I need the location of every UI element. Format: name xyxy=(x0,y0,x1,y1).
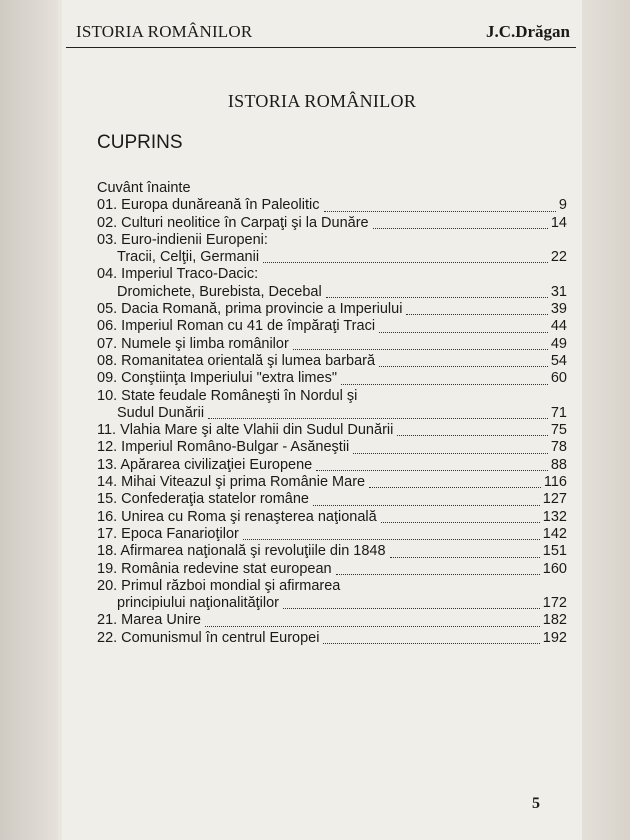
toc-entry xyxy=(97,266,567,301)
toc-entry-title: 03. Euro-indienii Europeni: xyxy=(97,232,271,248)
toc-leader-dots xyxy=(336,574,540,575)
toc-leader-dots xyxy=(323,643,539,644)
toc-page-number: 151 xyxy=(542,543,567,560)
toc-page-number: 88 xyxy=(550,456,567,473)
toc-entry xyxy=(97,439,567,456)
toc-entry-title: 01. Europa dunăreană în Paleolitic xyxy=(97,197,323,213)
toc-entry-line xyxy=(97,543,567,560)
toc-entry xyxy=(97,509,567,526)
toc-leader-dots xyxy=(341,384,548,385)
toc-entry-title: principiului naţionalităţilor xyxy=(117,595,282,611)
toc-entry-title: Tracii, Celţii, Germanii xyxy=(117,249,262,265)
toc-leader-dots xyxy=(373,228,548,229)
toc-page-number: 116 xyxy=(543,474,567,491)
toc-entry xyxy=(97,422,567,439)
toc-entry xyxy=(97,388,567,423)
toc-page-number: 127 xyxy=(542,491,567,508)
toc-entry-title: 16. Unirea cu Roma şi renaşterea naţională xyxy=(97,509,380,525)
toc-page-number: 75 xyxy=(550,422,567,439)
toc-entry-line xyxy=(97,439,567,456)
toc-entry-title: 15. Confederaţia statelor române xyxy=(97,491,312,507)
toc-leader-dots xyxy=(369,487,541,488)
toc-entry-title: 21. Marea Unire xyxy=(97,612,204,628)
toc-entry-title: 05. Dacia Romană, prima provincie a Imperiului xyxy=(97,301,405,317)
toc-entry xyxy=(97,197,567,214)
toc-entry xyxy=(97,370,567,387)
toc-leader-dots xyxy=(208,418,548,419)
toc-entry-title: 08. Romanitatea orientală şi lumea barbară xyxy=(97,353,378,369)
toc-leader-dots xyxy=(205,626,540,627)
toc-leader-dots xyxy=(390,557,540,558)
toc-entry-title: 11. Vlahia Mare şi alte Vlahii din Sudul Dunării xyxy=(97,422,396,438)
toc-page-number: 44 xyxy=(550,318,567,335)
toc-entry xyxy=(97,491,567,508)
toc-leader-dots xyxy=(313,505,540,506)
toc-entry-line xyxy=(97,388,567,405)
toc-page-number: 78 xyxy=(550,439,567,456)
toc-entry xyxy=(97,301,567,318)
toc-entry-title: 18. Afirmarea naţională şi revoluţiile din 1848 xyxy=(97,543,389,559)
running-title: ISTORIA ROMÂNILOR xyxy=(76,22,253,41)
page-number: 5 xyxy=(532,795,540,812)
toc-page-number: 160 xyxy=(542,560,567,577)
toc-entry xyxy=(97,457,567,474)
toc-entry-title: 17. Epoca Fanarioţilor xyxy=(97,526,242,542)
toc-entry xyxy=(97,336,567,353)
toc-leader-dots xyxy=(397,435,548,436)
toc-entry-line xyxy=(97,509,567,526)
toc-entry-line xyxy=(97,561,567,578)
toc-intro xyxy=(97,180,567,197)
toc-entry-title: Dromichete, Burebista, Decebal xyxy=(117,284,325,300)
toc-entry-title: 13. Apărarea civilizaţiei Europene xyxy=(97,457,315,473)
toc-page-number: 14 xyxy=(550,214,567,231)
toc-entry-line xyxy=(97,266,567,283)
toc-entry-title: 12. Imperiul Româno-Bulgar - Asăneştii xyxy=(97,439,352,455)
right-page-edge xyxy=(582,0,630,840)
toc-leader-dots xyxy=(283,608,540,609)
toc-entry-line xyxy=(97,474,567,491)
toc-leader-dots xyxy=(353,453,548,454)
toc-entry-continuation xyxy=(97,405,567,422)
running-head xyxy=(76,22,570,46)
toc-leader-dots xyxy=(293,349,548,350)
toc-entry xyxy=(97,630,567,647)
toc-page-number: 22 xyxy=(550,249,567,266)
toc-entry-line xyxy=(97,457,567,474)
toc-page-number: 39 xyxy=(550,301,567,318)
toc-entry-line xyxy=(97,612,567,629)
toc-leader-dots xyxy=(326,297,548,298)
toc-page-number: 54 xyxy=(550,352,567,369)
toc-entry-line xyxy=(97,336,567,353)
toc-entry xyxy=(97,474,567,491)
toc-leader-dots xyxy=(263,262,548,263)
toc-entry-title: Sudul Dunării xyxy=(117,405,207,421)
toc-entry-line xyxy=(97,232,567,249)
toc-leader-dots xyxy=(324,211,556,212)
toc-leader-dots xyxy=(379,366,548,367)
toc-entry-title: 14. Mihai Viteazul şi prima Românie Mare xyxy=(97,474,368,490)
toc-entry xyxy=(97,526,567,543)
table-of-contents xyxy=(97,180,567,647)
toc-entry-line xyxy=(97,526,567,543)
book-page xyxy=(62,0,582,840)
toc-intro-label: Cuvânt înainte xyxy=(97,180,194,196)
page-title: ISTORIA ROMÂNILOR xyxy=(227,91,417,111)
toc-leader-dots xyxy=(379,332,548,333)
toc-page-number: 60 xyxy=(550,370,567,387)
toc-entry-line xyxy=(97,630,567,647)
toc-leader-dots xyxy=(316,470,548,471)
toc-page-number: 31 xyxy=(550,283,567,300)
toc-entry-title: 09. Conştiinţa Imperiului "extra limes" xyxy=(97,370,340,386)
toc-page-number: 182 xyxy=(542,612,567,629)
toc-entry-title: 20. Primul război mondial şi afirmarea xyxy=(97,578,343,594)
toc-entry xyxy=(97,561,567,578)
toc-entry-line xyxy=(97,422,567,439)
toc-entry xyxy=(97,353,567,370)
toc-entry-continuation xyxy=(97,284,567,301)
toc-entry-line xyxy=(97,215,567,232)
toc-entry xyxy=(97,318,567,335)
toc-page-number: 132 xyxy=(542,508,567,525)
author-name: J.C.Drăgan xyxy=(485,22,570,41)
toc-page-number: 192 xyxy=(542,629,567,646)
toc-entry-title: 10. State feudale Româneşti în Nordul şi xyxy=(97,388,360,404)
toc-entry-title: 19. România redevine stat european xyxy=(97,561,335,577)
toc-page-number: 172 xyxy=(542,595,567,612)
toc-entry-title: 07. Numele şi limba românilor xyxy=(97,336,292,352)
toc-entry-continuation xyxy=(97,249,567,266)
toc-entry-line xyxy=(97,578,567,595)
toc-page-number: 49 xyxy=(550,335,567,352)
toc-entry xyxy=(97,215,567,232)
toc-entry-title: 02. Culturi neolitice în Carpaţi şi la Dunăre xyxy=(97,215,372,231)
toc-entry xyxy=(97,612,567,629)
header-rule xyxy=(66,47,576,48)
toc-entry-line xyxy=(97,197,567,214)
toc-entry-title: 06. Imperiul Roman cu 41 de împăraţi Traci xyxy=(97,318,378,334)
toc-leader-dots xyxy=(381,522,540,523)
toc-page-number: 71 xyxy=(550,404,567,421)
toc-entry xyxy=(97,543,567,560)
toc-entry-line xyxy=(97,301,567,318)
toc-entry-line xyxy=(97,491,567,508)
toc-leader-dots xyxy=(406,314,547,315)
toc-entry xyxy=(97,578,567,613)
toc-entry-title: 22. Comunismul în centrul Europei xyxy=(97,630,322,646)
toc-entry-title: 04. Imperiul Traco-Dacic: xyxy=(97,266,261,282)
toc-entry-line xyxy=(97,370,567,387)
toc-page-number: 142 xyxy=(542,525,567,542)
toc-entry xyxy=(97,232,567,267)
toc-entry-continuation xyxy=(97,595,567,612)
toc-leader-dots xyxy=(243,539,540,540)
left-page-edge xyxy=(0,0,58,840)
toc-heading: CUPRINS xyxy=(97,132,183,153)
toc-entry-line xyxy=(97,353,567,370)
toc-entry-line xyxy=(97,318,567,335)
toc-page-number: 9 xyxy=(558,197,567,214)
